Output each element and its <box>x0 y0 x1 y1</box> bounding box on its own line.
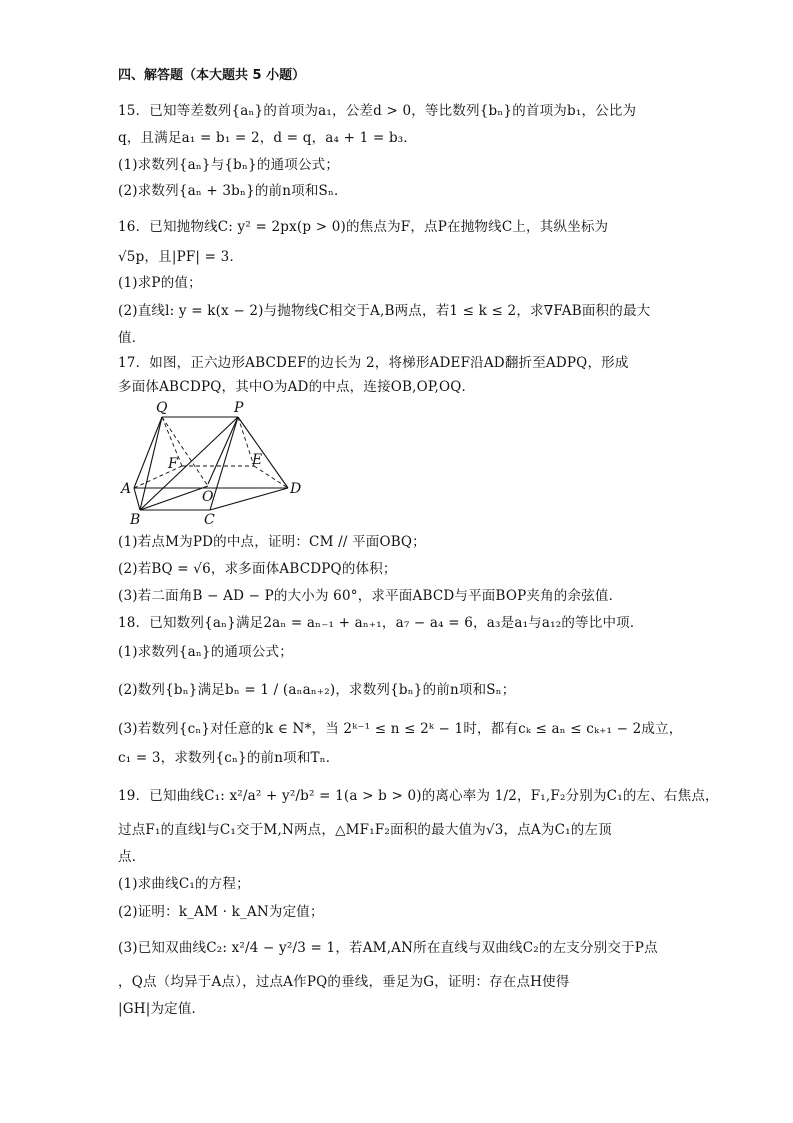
q17-part-2: (2)若BQ = √6，求多面体ABCDPQ的体积； <box>118 561 397 577</box>
q18-part-3-cont: c₁ = 3，求数列{cₙ}的前n项和Tₙ． <box>118 750 340 766</box>
q16-part-2-cont: 值． <box>118 330 146 346</box>
q17-line-1: 17．如图，正六边形ABCDEF的边长为 2，将梯形ADEF沿AD翻折至ADPQ，形成 <box>118 355 629 371</box>
edge-AB <box>134 488 140 510</box>
q16-line-1: 16．已知抛物线C: y² = 2px(p > 0)的焦点为F，点P在抛物线C上，其纵坐标为 <box>118 219 609 235</box>
q19-part-3-end: |GH|为定值． <box>118 1001 206 1017</box>
vertex-label-D: D <box>290 481 302 497</box>
q19-part-1: (1)求曲线C₁的方程； <box>118 876 250 892</box>
edge-BO <box>140 486 208 510</box>
q18-part-2: (2)数列{bₙ}满足bₙ = 1 / (aₙaₙ₊₂)，求数列{bₙ}的前n项和Sₙ； <box>118 682 516 698</box>
polyhedron-figure <box>118 400 318 528</box>
q16-part-1: (1)求P的值； <box>118 275 202 291</box>
q17-part-1: (1)若点M为PD的中点，证明：CM // 平面OBQ； <box>118 534 426 550</box>
vertex-label-E: E <box>252 452 263 468</box>
q18-line-1: 18．已知数列{aₙ}满足2aₙ = aₙ₋₁ + aₙ₊₁，a₇ − a₄ = 6，a₃是a₁与a₁₂的等比中项． <box>118 615 644 631</box>
q17-line-2: 多面体ABCDPQ，其中O为AD的中点，连接OB,OP,OQ． <box>118 379 476 395</box>
q17-part-3: (3)若二面角B − AD − P的大小为 60°，求平面ABCD与平面BOP夹角的余弦值． <box>118 588 623 604</box>
edge-PO <box>208 417 238 484</box>
vertex-label-C: C <box>204 512 215 528</box>
q19-line-2: 过点F₁的直线l与C₁交于M,N两点，△MF₁F₂面积的最大值为√3，点A为C₁的左顶 <box>118 822 612 838</box>
vertex-label-Q: Q <box>156 400 168 416</box>
section-title: 四、解答题（本大题共 5 小题） <box>118 68 306 83</box>
q19-part-3: (3)已知双曲线C₂: x²/4 − y²/3 = 1，若AM,AN所在直线与双曲线C₂的左支分别交于P点 <box>118 940 658 956</box>
q19-part-3-cont: ，Q点（均异于A点），过点A作PQ的垂线，垂足为G，证明：存在点H使得 <box>118 974 570 990</box>
q15-part-1: (1)求数列{aₙ}与{bₙ}的通项公式； <box>118 157 340 173</box>
vertex-label-O: O <box>202 489 214 505</box>
q19-part-2: (2)证明：k_AM · k_AN为定值； <box>118 904 324 920</box>
q15-line-1: 15．已知等差数列{aₙ}的首项为a₁，公差d > 0，等比数列{bₙ}的首项为b₁，公比为 <box>118 103 637 119</box>
edge-CD <box>210 488 288 510</box>
edge-PB <box>140 417 238 510</box>
vertex-label-A: A <box>121 481 132 497</box>
q19-line-1: 19．已知曲线C₁: x²/a² + y²/b² = 1(a > b > 0)的离心率为 1/2，F₁,F₂分别为C₁的左、右焦点， <box>118 788 719 804</box>
q19-line-3: 点． <box>118 849 146 865</box>
vertex-label-P: P <box>234 400 244 416</box>
q16-part-2: (2)直线l: y = k(x − 2)与抛物线C相交于A,B两点，若1 ≤ k ≤ 2，求∇FAB面积的最大 <box>118 303 651 319</box>
polyhedron-diagram <box>118 400 318 528</box>
edge-PD <box>238 417 288 488</box>
q18-part-3: (3)若数列{cₙ}对任意的k ∈ N*，当 2ᵏ⁻¹ ≤ n ≤ 2ᵏ − 1时，都有cₖ ≤ aₙ ≤ cₖ₊₁ − 2成立， <box>118 721 683 737</box>
vertex-label-B: B <box>130 512 141 528</box>
q18-part-1: (1)求数列{aₙ}的通项公式； <box>118 644 293 660</box>
q15-line-2: q，且满足a₁ = b₁ = 2，d = q，a₄ + 1 = b₃． <box>118 130 418 146</box>
q15-part-2: (2)求数列{aₙ + 3bₙ}的前n项和Sₙ． <box>118 183 348 199</box>
vertex-label-F: F <box>168 456 178 472</box>
edge-ED <box>254 466 288 488</box>
q16-line-2: √5p，且|PF| = 3． <box>118 249 244 265</box>
